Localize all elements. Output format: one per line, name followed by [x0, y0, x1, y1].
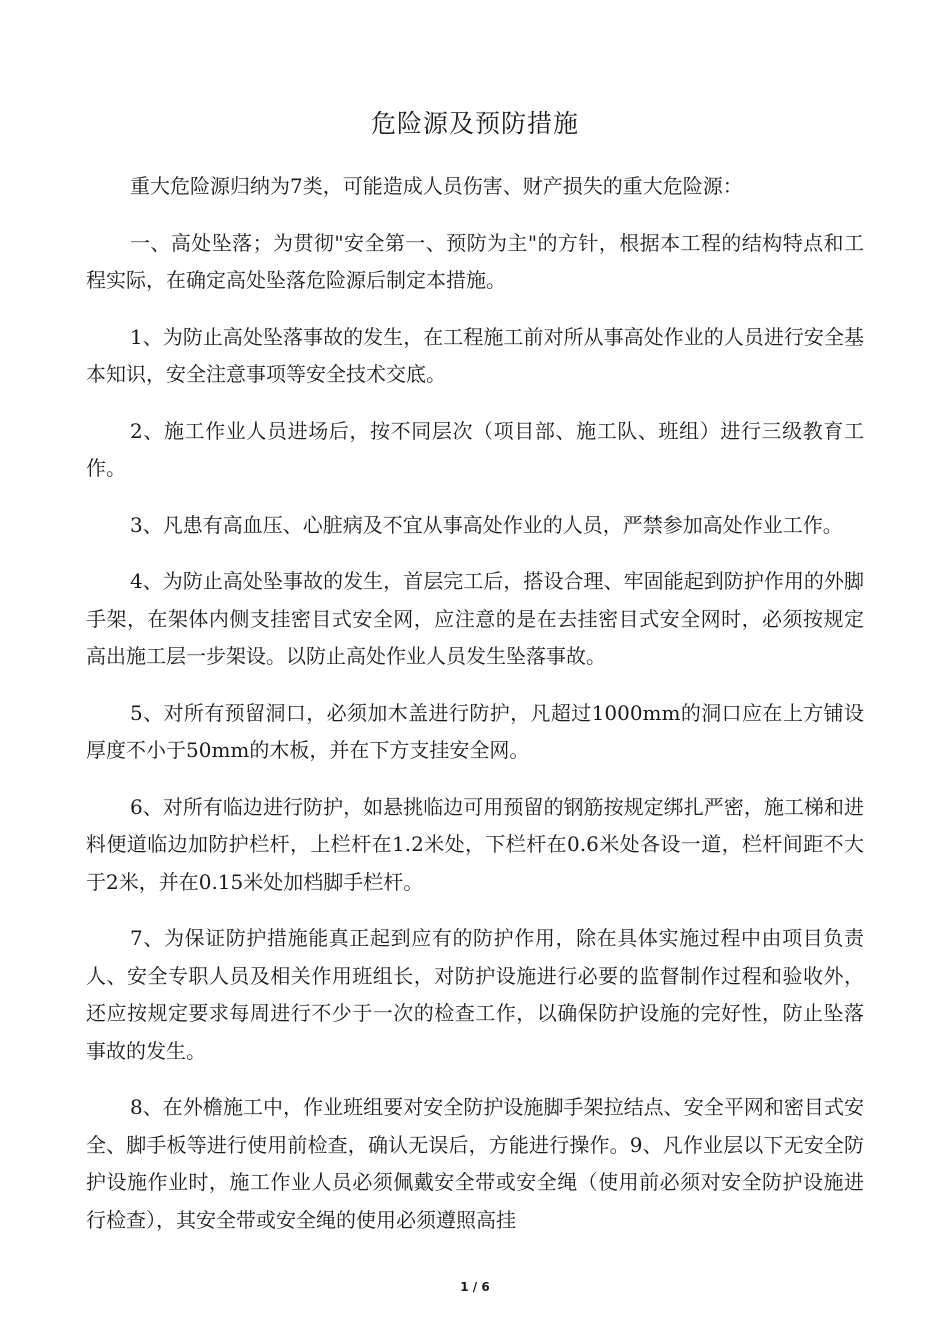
document-body [86, 168, 864, 1258]
paragraph-intro: 重大危险源归纳为7类，可能造成人员伤害、财产损失的重大危险源： [130, 174, 743, 198]
paragraph-item-1: 1、为防止高处坠落事故的发生，在工程施工前对所从事高处作业的人员进行安全基本知识，安全注意事项等安全技术交底。 [86, 324, 864, 386]
paragraph-item-8: 8、在外檐施工中，作业班组要对安全防护设施脚手架拉结点、安全平网和密目式安全、脚手板等进行使用前检查，确认无误后，方能进行操作。9、凡作业层以下无安全防护设施作业时，施工作业人员必须佩戴安全带或安全绳（使用前必须对安全防护设施进行检查），其安全带或安全绳的使用必须遵照高挂 [86, 1095, 864, 1232]
paragraph-item-3: 3、凡患有高血压、心脏病及不宜从事高处作业的人员，严禁参加高处作业工作。 [130, 512, 843, 537]
paragraph-item-5: 5、对所有预留洞口，必须加木盖进行防护，凡超过1000mm的洞口应在上方铺设厚度不小于50mm的木板，并在下方支挂安全网。 [86, 700, 864, 762]
document-title: 危险源及预防措施 [370, 109, 579, 138]
paragraph-item-4: 4、为防止高处坠事故的发生，首层完工后，搭设合理、牢固能起到防护作用的外脚手架，在架体内侧支挂密目式安全网，应注意的是在去挂密目式安全网时，必须按规定高出施工层一步架设。以防止高处作业人员发生坠落事故。 [86, 569, 864, 668]
paragraph-item-6: 6、对所有临边进行防护，如悬挑临边可用预留的钢筋按规定绑扎严密，施工梯和进料便道临边加防护栏杆，上栏杆在1.2米处，下栏杆在0.6米处各设一道，栏杆间距不大于2米，并在0.15米处加档脚手栏杆。 [86, 794, 864, 894]
page-indicator: 1 / 6 [460, 1280, 490, 1294]
paragraph-section-1: 一、高处坠落；为贯彻"安全第一、预防为主"的方针，根据本工程的结构特点和工程实际，在确定高处坠落危险源后制定本措施。 [86, 230, 864, 292]
paragraph-item-7: 7、为保证防护措施能真正起到应有的防护作用，除在具体实施过程中由项目负责人、安全专职人员及相关作用班组长，对防护设施进行必要的监督制作过程和验收外，还应按规定要求每周进行不少于一次的检查工作，以确保防护设施的完好性，防止坠落事故的发生。 [86, 926, 864, 1063]
paragraph-item-2: 2、施工作业人员进场后，按不同层次（项目部、施工队、班组）进行三级教育工作。 [86, 418, 864, 480]
